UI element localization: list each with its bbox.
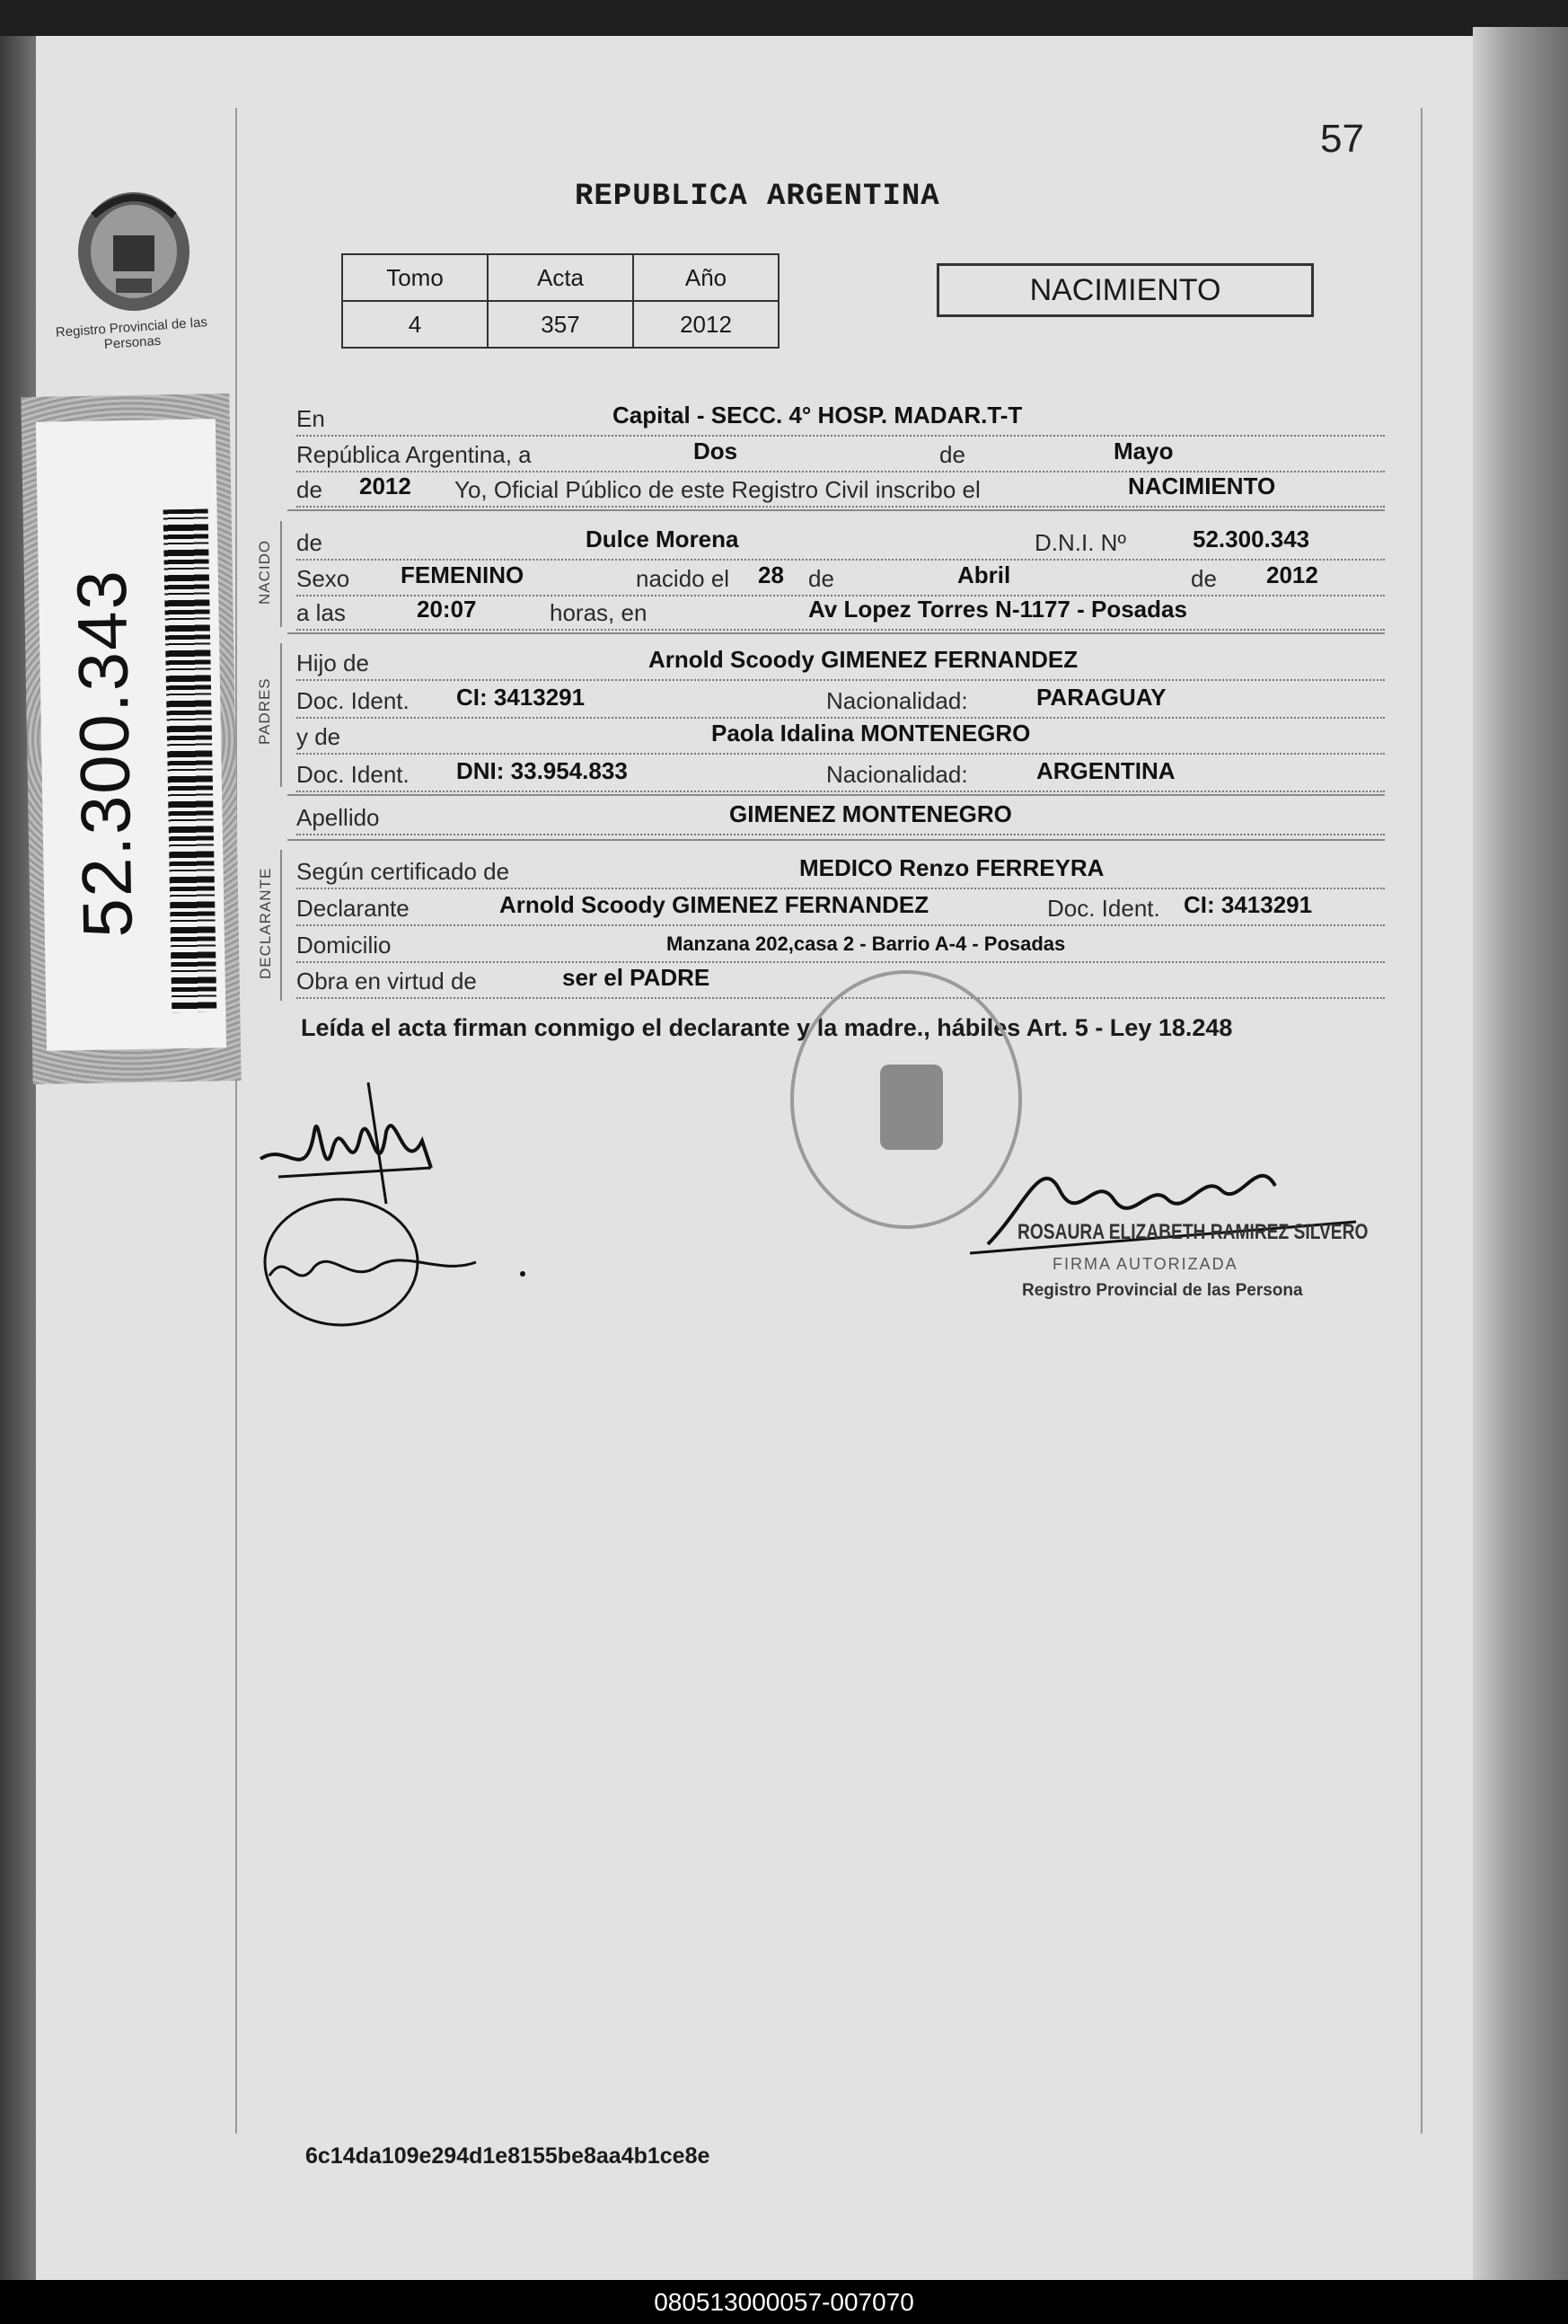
row-father: Hijo de Arnold Scoody GIMENEZ FERNANDEZ <box>296 645 1385 681</box>
row-name: de Dulce Morena D.N.I. Nº 52.300.343 <box>296 525 1385 561</box>
row-time: a las 20:07 horas, en Av Lopez Torres N-1177 - Posadas <box>296 595 1385 631</box>
value-acta: 357 <box>488 301 633 348</box>
father-doc: CI: 3413291 <box>456 684 586 711</box>
barcode-number: 52.300.343 <box>61 568 147 939</box>
provincial-seal-icon <box>66 180 201 319</box>
row-mother: y de Paola Idalina MONTENEGRO <box>296 719 1385 755</box>
barcode-icon <box>163 508 217 1012</box>
value-tomo: 4 <box>342 301 488 348</box>
certificate-value: MEDICO Renzo FERREYRA <box>799 854 1105 881</box>
row-mother-doc: Doc. Ident. DNI: 33.954.833 Nacionalidad: ARGENTINA <box>296 756 1385 792</box>
header-acta: Acta <box>488 254 633 301</box>
day-value: Dos <box>693 437 738 464</box>
address-value: Manzana 202,casa 2 - Barrio A-4 - Posadas <box>666 932 1066 955</box>
record-type-box: NACIMIENTO <box>937 263 1314 317</box>
reference-table <box>341 253 780 349</box>
child-dni: 52.300.343 <box>1193 526 1310 552</box>
place-registry: Capital - SECC. 4° HOSP. MADAR.T-T <box>612 402 1023 429</box>
mother-nationality: ARGENTINA <box>1036 757 1176 784</box>
row-address: Domicilio Manzana 202,casa 2 - Barrio A-4 - Posadas <box>296 927 1385 963</box>
birth-month: Abril <box>957 561 1011 588</box>
section-declarante: DECLARANTE <box>257 867 274 979</box>
row-declarant: Declarante Arnold Scoody GIMENEZ FERNANDEZ Doc. Ident. CI: 3413291 <box>296 890 1385 926</box>
birth-place: Av Lopez Torres N-1177 - Posadas <box>808 596 1187 623</box>
signer-role: FIRMA AUTORIZADA <box>1053 1255 1238 1273</box>
document-hash: 6c14da109e294d1e8155be8aa4b1ce8e <box>305 2143 710 2169</box>
book-page-edges <box>1473 27 1568 2282</box>
father-nationality: PARAGUAY <box>1036 684 1167 711</box>
section-nacido: NACIDO <box>256 539 273 605</box>
mother-signature <box>260 1177 530 1339</box>
page-title: REPUBLICA ARGENTINA <box>575 180 940 214</box>
month-value: Mayo <box>1114 437 1174 464</box>
value-anio: 2012 <box>633 301 779 348</box>
inscribo-value: NACIMIENTO <box>1128 473 1276 499</box>
birth-day: 28 <box>758 561 784 588</box>
birth-year: 2012 <box>1266 561 1318 588</box>
closing-text: Leída el acta firman conmigo el declarante y la madre., hábiles Art. 5 - Ley 18.248 <box>301 1014 1233 1041</box>
row-en: En Capital - SECC. 4° HOSP. MADAR.T-T <box>296 401 1385 437</box>
year-value: 2012 <box>359 473 411 499</box>
child-name: Dulce Morena <box>586 526 739 552</box>
signer-org: Registro Provincial de las Persona <box>1022 1281 1303 1300</box>
section-padres: PADRES <box>256 677 273 745</box>
sex-value: FEMENINO <box>401 561 524 588</box>
mother-doc: DNI: 33.954.833 <box>456 757 628 784</box>
barcode-label <box>21 393 241 1084</box>
surname-value: GIMENEZ MONTENEGRO <box>729 800 1012 827</box>
father-name: Arnold Scoody GIMENEZ FERNANDEZ <box>648 646 1079 673</box>
row-surname: Apellido GIMENEZ MONTENEGRO <box>296 800 1385 835</box>
header-tomo: Tomo <box>342 254 488 301</box>
row-year: de 2012 Yo, Oficial Público de este Registro Civil inscribo el NACIMIENTO <box>296 472 1385 508</box>
row-obra: Obra en virtud de ser el PADRE <box>296 963 1385 999</box>
page-number: 57 <box>1320 117 1364 161</box>
footer-id: 080513000057-007070 <box>0 2280 1568 2324</box>
row-sex: Sexo FEMENINO nacido el 28 de Abril de 2012 <box>296 561 1385 596</box>
mother-name: Paola Idalina MONTENEGRO <box>711 720 1031 747</box>
stamp-emblem-icon <box>880 1065 943 1150</box>
declarant-name: Arnold Scoody GIMENEZ FERNANDEZ <box>499 891 929 918</box>
declarant-doc: CI: 3413291 <box>1184 891 1313 918</box>
header-anio: Año <box>633 254 779 301</box>
row-date: República Argentina, a Dos de Mayo <box>296 437 1385 473</box>
signer-name: ROSAURA ELIZABETH RAMIREZ SILVERO <box>1017 1220 1369 1244</box>
row-certificate: Según certificado de MEDICO Renzo FERREYRA <box>296 853 1385 889</box>
seal-caption: Registro Provincial de las Personas <box>55 314 208 353</box>
obra-value: ser el PADRE <box>562 964 710 991</box>
left-page-edge <box>0 36 40 2282</box>
birth-time: 20:07 <box>417 596 477 623</box>
row-father-doc: Doc. Ident. CI: 3413291 Nacionalidad: PARAGUAY <box>296 683 1385 719</box>
